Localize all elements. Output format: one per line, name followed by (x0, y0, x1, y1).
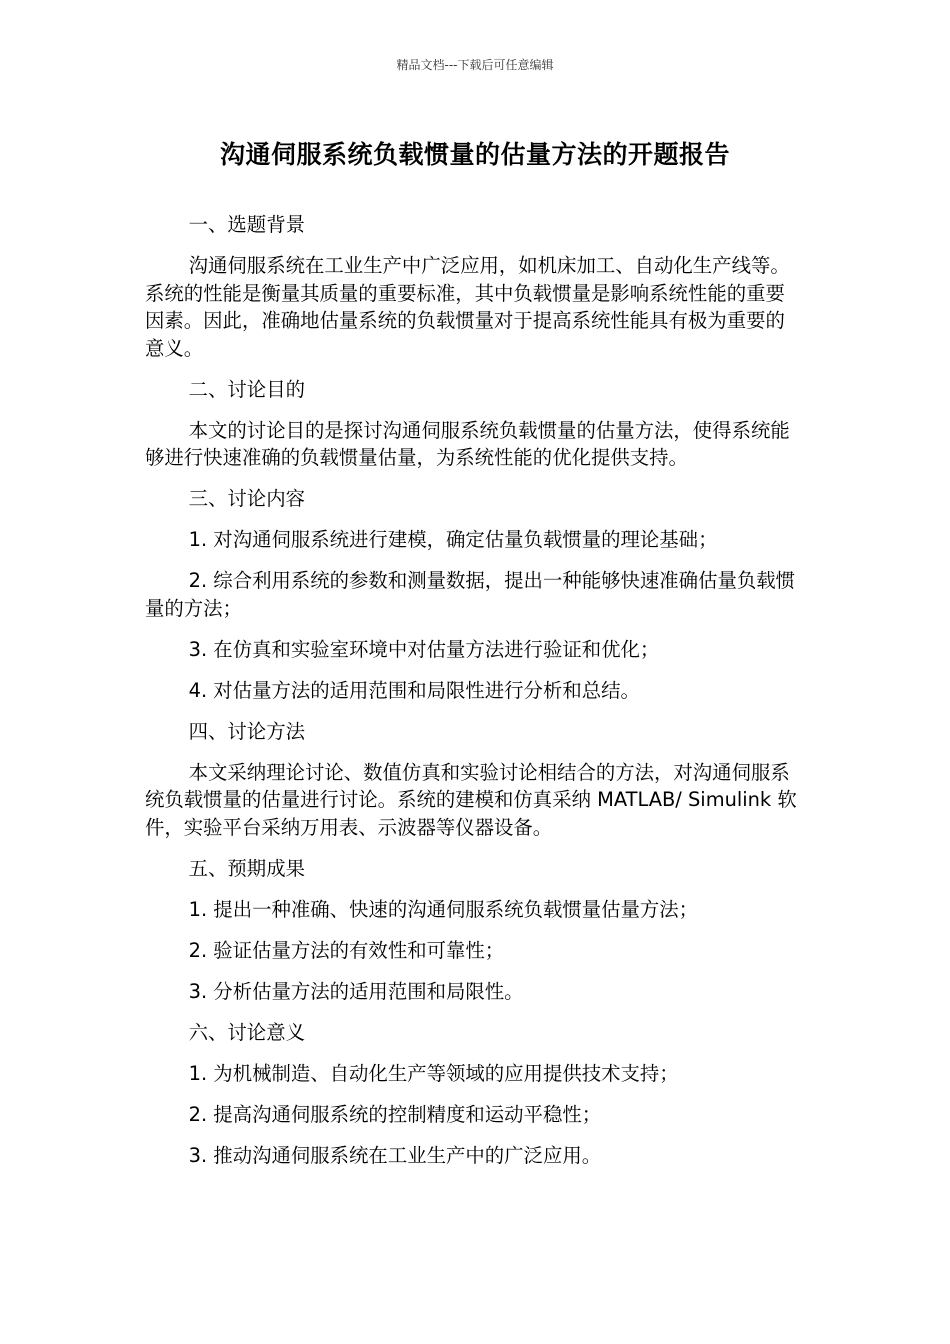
section-heading-results: 五、预期成果 (188, 856, 305, 880)
document-title: 沟通伺服系统负载惯量的估量方法的开题报告 (219, 140, 730, 169)
paragraph-background: 沟通伺服系统在工业生产中广泛应用，如机床加工、自动化生产线等。系统的性能是衡量其质量的重要标准，其中负载惯量是影响系统性能的重要因素。因此，准确地估量系统的负载惯量对于提高系统性能具有极为重要的意义。 (145, 254, 790, 360)
section-heading-purpose: 二、讨论目的 (188, 377, 305, 401)
content-item-4: 4. 对估量方法的适用范围和局限性进行分析和总结。 (188, 678, 640, 702)
result-item-2: 2. 验证估量方法的有效性和可靠性； (188, 938, 505, 962)
document-body (145, 211, 800, 1183)
page-header: 精品文档---下载后可任意编辑 (396, 58, 554, 72)
paragraph-method: 本文采纳理论讨论、数值仿真和实验讨论相结合的方法，对沟通伺服系统负载惯量的估量进行讨论。系统的建模和仿真采纳 MATLAB/ Simulink 软件，实验平台采纳万用表、示波器等仪器设备。 (145, 760, 797, 839)
result-item-3: 3. 分析估量方法的适用范围和局限性。 (188, 979, 524, 1003)
content-item-1: 1. 对沟通伺服系统进行建模，确定估量负载惯量的理论基础； (188, 528, 718, 551)
section-heading-content: 三、讨论内容 (188, 487, 305, 510)
paragraph-purpose: 本文的讨论目的是探讨沟通伺服系统负载惯量的估量方法，使得系统能够进行快速准确的负载惯量估量，为系统性能的优化提供支持。 (145, 418, 790, 469)
content-item-2: 2. 综合利用系统的参数和测量数据，提出一种能够快速准确估量负载惯量的方法； (145, 569, 796, 620)
content-item-3: 3. 在仿真和实验室环境中对估量方法进行验证和优化； (188, 637, 660, 661)
significance-item-2: 2. 提高沟通伺服系统的控制精度和运动平稳性； (188, 1102, 602, 1126)
section-heading-significance: 六、讨论意义 (188, 1020, 305, 1044)
section-heading-method: 四、讨论方法 (188, 719, 305, 743)
result-item-1: 1. 提出一种准确、快速的沟通伺服系统负载惯量估量方法； (188, 897, 699, 921)
significance-item-1: 1. 为机械制造、自动化生产等领域的应用提供技术支持； (188, 1061, 679, 1085)
significance-item-3: 3. 推动沟通伺服系统在工业生产中的广泛应用。 (188, 1143, 602, 1167)
section-heading-background: 一、选题背景 (188, 213, 305, 236)
